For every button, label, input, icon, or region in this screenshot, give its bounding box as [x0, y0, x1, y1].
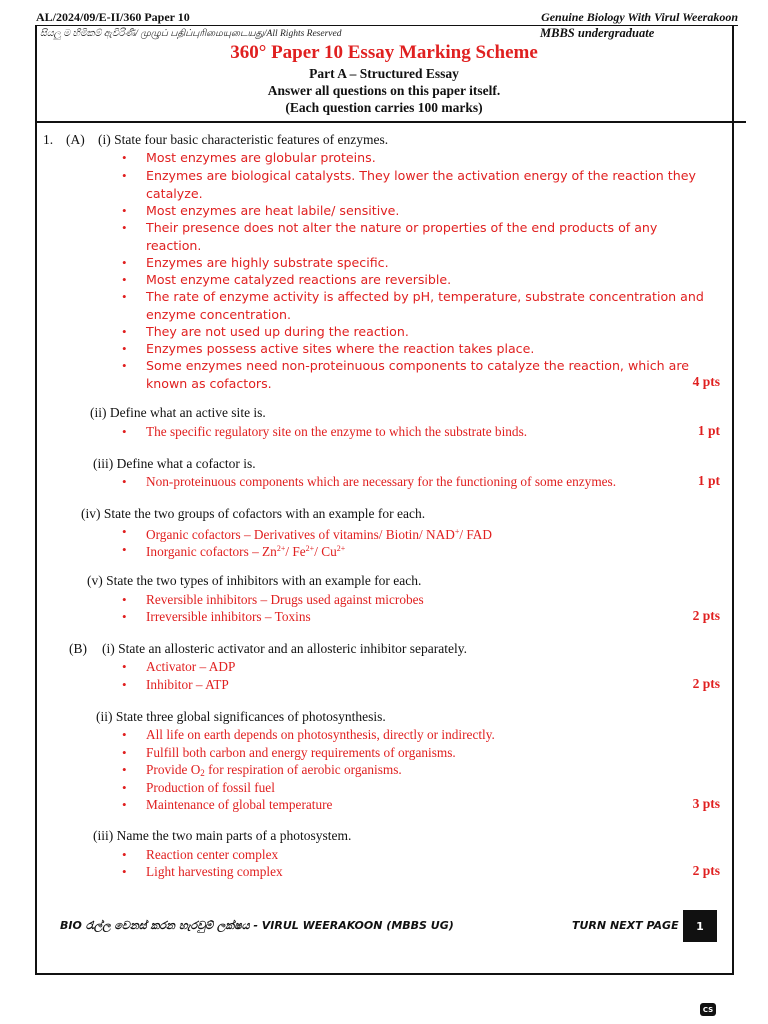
bullet: •	[122, 542, 127, 557]
answer-b-i-2: Inhibitor – ATP	[146, 677, 229, 692]
answer-a-i-3: Most enzymes are heat labile/ sensitive.	[146, 203, 400, 218]
points-a-i: 4 pts	[692, 374, 720, 389]
answer-a-i-4: Their presence does not alter the nature or properties of the end products of any reaction.	[146, 220, 658, 253]
points-a-v: 2 pts	[692, 608, 720, 623]
page-title: 360° Paper 10 Essay Marking Scheme	[230, 42, 538, 63]
part-a-label: (A)	[66, 132, 85, 147]
question-b-i: (i) State an allosteric activator and an allosteric inhibitor separately.	[102, 641, 467, 656]
part-heading: Part A – Structured Essay	[309, 66, 459, 81]
answer-b-i-1: Activator – ADP	[146, 659, 236, 674]
bullet: •	[122, 168, 127, 183]
answer-a-i-9: Enzymes possess active sites where the reaction takes place.	[146, 341, 535, 356]
part-b-label: (B)	[69, 641, 87, 656]
points-b-ii: 3 pts	[692, 796, 720, 811]
brand-name: Genuine Biology With Virul Weerakoon	[541, 10, 738, 24]
answer-a-ii: The specific regulatory site on the enzyme to which the substrate binds.	[146, 424, 528, 439]
answer-a-i-2: Enzymes are biological catalysts. They lower the activation energy of the reaction they catalyze.	[146, 168, 696, 201]
question-number: 1.	[43, 132, 54, 147]
answer-b-ii-1: All life on earth depends on photosynthesis, directly or indirectly.	[146, 727, 495, 742]
bullet: •	[122, 358, 127, 373]
question-a-iv: (iv) State the two groups of cofactors with an example for each.	[81, 506, 426, 521]
bullet: •	[122, 847, 127, 862]
answer-a-i-5: Enzymes are highly substrate specific.	[146, 255, 389, 270]
question-a-iii: (iii) Define what a cofactor is.	[93, 456, 256, 471]
bullet: •	[122, 677, 127, 692]
marks-note: (Each question carries 100 marks)	[285, 100, 483, 115]
points-a-iii: 1 pt	[697, 473, 720, 488]
answer-b-ii-2: Fulfill both carbon and energy requirements of organisms.	[146, 745, 456, 760]
answer-a-iv-1: Organic cofactors – Derivatives of vitamins/ Biotin/ NAD+/ FAD	[146, 527, 492, 542]
author-credential: MBBS undergraduate	[540, 26, 655, 40]
bullet: •	[122, 524, 127, 539]
bullet: •	[122, 474, 127, 489]
bullet: •	[122, 659, 127, 674]
title-divider	[36, 121, 746, 123]
bullet: •	[122, 609, 127, 624]
footer-tagline: BIO රැල්ල වෙනස් කරන හැරවුම් ලක්ෂය - VIRUL WEERAKOON (MBBS UG)	[60, 919, 454, 932]
bullet: •	[122, 289, 127, 304]
instruction-text: Answer all questions on this paper itself.	[267, 83, 501, 98]
bullet: •	[122, 150, 127, 165]
bullet: •	[122, 727, 127, 742]
bullet: •	[122, 255, 127, 270]
points-a-ii: 1 pt	[697, 423, 720, 438]
answer-a-i-1: Most enzymes are globular proteins.	[146, 150, 376, 165]
answer-a-i-6: Most enzyme catalyzed reactions are reversible.	[146, 272, 452, 287]
answer-a-i-10: Some enzymes need non-proteinuous components to catalyze the reaction, which are known as cofactors.	[146, 358, 689, 391]
answer-b-iii-2: Light harvesting complex	[146, 864, 283, 879]
answer-b-ii-3: Provide $O_2$ for respiration of aerobic organisms.	[146, 762, 402, 778]
bullet: •	[122, 424, 127, 439]
points-b-iii: 2 pts	[692, 863, 720, 878]
bullet: •	[122, 762, 127, 777]
answer-a-iii: Non-proteinuous components which are necessary for the functioning of some enzymes.	[146, 474, 617, 489]
paper-code: AL/2024/09/E-II/360 Paper 10	[36, 10, 190, 24]
question-a-v: (v) State the two types of inhibitors with an example for each.	[87, 573, 422, 588]
answer-a-v-1: Reversible inhibitors – Drugs used against microbes	[146, 592, 424, 607]
rights-notice: සියලු ම හිමිකම් ඇවිරිණි/ முழுப் பதிப்புரிமையுடையது/All Rights Reserved	[40, 29, 342, 39]
bullet: •	[122, 341, 127, 356]
question-b-iii: (iii) Name the two main parts of a photosystem.	[93, 828, 352, 843]
answer-b-iii-1: Reaction center complex	[146, 847, 279, 862]
bullet: •	[122, 272, 127, 287]
bullet: •	[122, 745, 127, 760]
bullet: •	[122, 797, 127, 812]
page-number: 1	[683, 910, 717, 942]
question-a-i: (i) State four basic characteristic features of enzymes.	[98, 132, 389, 147]
answer-a-v-2: Irreversible inhibitors – Toxins	[146, 609, 311, 624]
answer-a-iv-2: Inorganic cofactors – $Zn^{2+}/$ $Fe^{2+}/$ $Cu^{2+}$	[146, 544, 346, 559]
question-b-ii: (ii) State three global significances of photosynthesis.	[96, 709, 386, 724]
answer-b-ii-4: Production of fossil fuel	[146, 780, 275, 795]
answer-b-ii-5: Maintenance of global temperature	[146, 797, 333, 812]
scanner-logo-icon: CS	[700, 1003, 716, 1016]
bullet: •	[122, 780, 127, 795]
answer-a-i-7: The rate of enzyme activity is affected by pH, temperature, substrate concentration and enzyme concentration.	[146, 289, 704, 322]
bullet: •	[122, 220, 127, 235]
bullet: •	[122, 592, 127, 607]
question-a-ii: (ii) Define what an active site is.	[90, 405, 266, 420]
answer-a-i-8: They are not used up during the reaction.	[146, 324, 409, 339]
bullet: •	[122, 324, 127, 339]
turn-page-note: TURN NEXT PAGE	[572, 919, 679, 932]
bullet: •	[122, 864, 127, 879]
bullet: •	[122, 203, 127, 218]
points-b-i: 2 pts	[692, 676, 720, 691]
